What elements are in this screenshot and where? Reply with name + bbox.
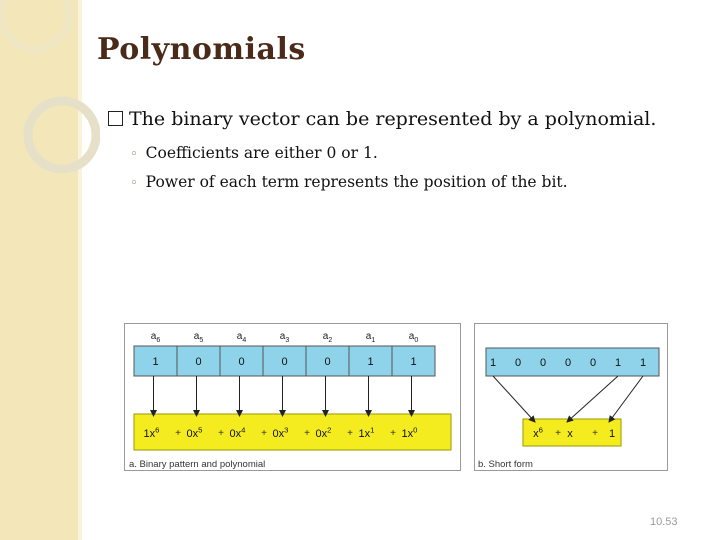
- short-form-term: x: [567, 428, 573, 440]
- figure-b-diagram: [475, 324, 667, 470]
- plus-sign: +: [175, 428, 181, 439]
- arrow-icon: [493, 376, 535, 422]
- polynomial-term: $1x^0$: [401, 425, 418, 440]
- coefficient-label: $a_0$: [408, 331, 419, 344]
- main-bullet: [108, 108, 656, 130]
- bit-value: 1: [410, 356, 417, 368]
- bit-value: 0: [514, 357, 522, 369]
- bit-value: 0: [281, 356, 288, 368]
- arrow-icon: [609, 376, 643, 422]
- bit-value: 1: [367, 356, 374, 368]
- coefficient-label: $a_3$: [279, 331, 290, 344]
- circle-bullet-icon: ◦: [130, 176, 138, 191]
- figure-short-form: [474, 323, 668, 471]
- short-bit-row-background: [486, 348, 659, 376]
- plus-sign: +: [555, 428, 561, 439]
- short-form-term: $x^6$: [533, 425, 543, 440]
- coefficient-label: $a_6$: [150, 331, 161, 344]
- bit-value: 1: [639, 357, 647, 369]
- bit-value: 1: [152, 356, 159, 368]
- polynomial-term: $0x^5$: [186, 425, 203, 440]
- bit-value: 0: [564, 357, 572, 369]
- bit-value: 0: [539, 357, 547, 369]
- bullet-square-icon: [108, 111, 123, 126]
- figure-a-diagram: [125, 324, 460, 470]
- decorative-circles: [0, 0, 100, 200]
- coefficient-label: $a_1$: [365, 331, 376, 344]
- polynomial-term: $1x^1$: [358, 425, 375, 440]
- figure-b-caption: b. Short form: [478, 459, 533, 470]
- bit-value: 0: [195, 356, 202, 368]
- arrow-icon: [567, 376, 618, 422]
- coefficient-label: $a_2$: [322, 331, 333, 344]
- bit-value: 0: [589, 357, 597, 369]
- plus-sign: +: [347, 428, 353, 439]
- slide-title: Polynomials: [97, 32, 306, 67]
- plus-sign: +: [390, 428, 396, 439]
- bit-value: 0: [324, 356, 331, 368]
- polynomial-term: $0x^3$: [272, 425, 289, 440]
- short-form-term: 1: [608, 428, 616, 440]
- bit-value: 1: [489, 357, 497, 369]
- figure-a-caption: a. Binary pattern and polynomial: [129, 459, 266, 470]
- polynomial-term: $0x^2$: [315, 425, 332, 440]
- plus-sign: +: [304, 428, 310, 439]
- bit-value: 1: [614, 357, 622, 369]
- coefficient-label: $a_4$: [236, 331, 247, 344]
- circle-bullet-icon: ◦: [130, 147, 138, 162]
- coefficient-label: $a_5$: [193, 331, 204, 344]
- main-bullet-text: The binary vector can be represented by a polynomial.: [129, 108, 657, 130]
- plus-sign: +: [218, 428, 224, 439]
- sub-bullet: [130, 173, 568, 191]
- polynomial-term: $1x^6$: [143, 425, 160, 440]
- plus-sign: +: [592, 428, 598, 439]
- figure-binary-pattern-polynomial: [124, 323, 461, 471]
- sub-bullet: [130, 144, 378, 162]
- sub-bullet-text: Coefficients are either 0 or 1.: [145, 144, 378, 162]
- polynomial-term: $0x^4$: [229, 425, 246, 440]
- sub-bullet-text: Power of each term represents the position of the bit.: [145, 173, 568, 191]
- bit-value: 0: [238, 356, 245, 368]
- page-number: 10.53: [650, 516, 678, 528]
- plus-sign: +: [261, 428, 267, 439]
